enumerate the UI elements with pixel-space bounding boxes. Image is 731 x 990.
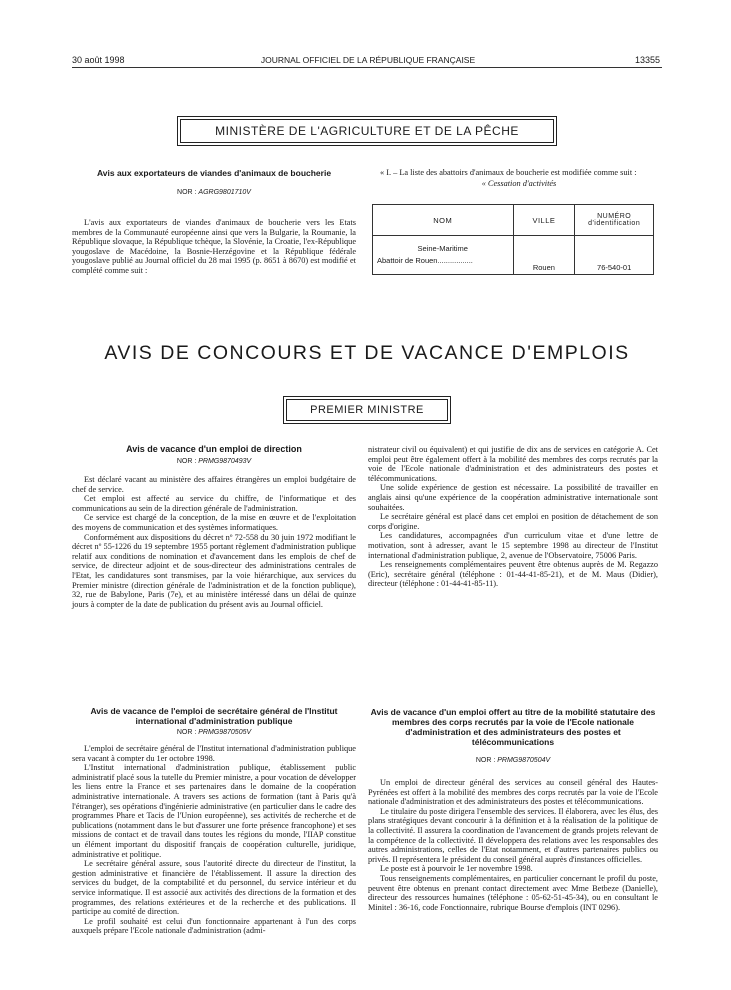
header-rule: [72, 67, 662, 68]
avis-ena: [368, 707, 658, 912]
avis-iiap-continuation: [368, 445, 658, 589]
paragraph: Les candidatures, accompagnées d'un curriculum vitae et d'une lettre de motivation, sont à adresser, avant le 15 septembre 1998 au directeur de l'Institut international d'administration publique, 2, avenue de l'Observatoire, 75006 Paris.: [368, 531, 658, 560]
paragraph: Conformément aux dispositions du décret nº 72-558 du 30 juin 1972 modifiant le décret nº 55-1226 du 19 septembre 1955 portant règlement d'administration publique relatif aux conditions de nomination et d'avancement dans les emplois de chef de service, de directeur adjoint et de sous-directeur des administrations centrales de l'Etat, les candidatures sont transmises, par la voie hiérarchique, aux services du Premier ministre (direction générale de l'administration et de la fonction publique), 32, rue de Babylone, Paris (7e), et au ministère intéressé dans un délai de quinze jours à compter de la date de publication du présent avis au Journal officiel.: [72, 532, 356, 609]
avis-direction-nor: [72, 458, 356, 465]
avis-exportateurs-title: Avis aux exportateurs de viandes d'animaux de boucherie: [96, 168, 332, 178]
nor-prefix: NOR :: [176, 458, 197, 465]
paragraph: Une solide expérience de gestion est nécessaire. La possibilité de travailler en anglais ainsi qu'une expérience de la coopération administrative internationale sont souhaitées.: [368, 483, 658, 512]
nor-code: PRMG9870504V: [497, 757, 551, 764]
cell-numero: 76-540-01: [575, 236, 654, 275]
paragraph: Tous renseignements complémentaires, en particulier concernant le profil du poste, peuvent être obtenus en prenant contact directement avec Mme Betbeze (Danielle), directeur des ressources humaines (téléphone : 05-62-51-45-34), ou en consultant le Minitel : 36-16, code Fonctionnaire, rubrique Bourse d'emplois (INT 0296).: [368, 873, 658, 912]
avis-exportateurs-intro: « I. – La liste des abattoirs d'animaux de boucherie est modifiée comme suit :: [380, 168, 637, 177]
avis-exportateurs-left: [72, 168, 356, 276]
avis-exportateurs-nor: [72, 189, 356, 196]
nor-prefix: NOR :: [475, 757, 496, 764]
paragraph: Le titulaire du poste dirigera l'ensemble des services. Il élaborera, avec les élus, des plans stratégiques devant concourir à la définition et à la réalisation de la politique de la collectivité. Il assurera la coordination de l'avancement de grands projets relevant de la compétence de la collectivité. Il développera des relations avec les responsables des autres administrations, celles de l'Etat notamment, et d'autres partenaires publics ou privés. Il représentera le président du conseil général auprès d'instances officielles.: [368, 806, 658, 864]
avis-iiap: [72, 706, 356, 936]
header-date: 30 août 1998: [72, 55, 125, 65]
nor-code: AGRG9801710V: [198, 189, 251, 196]
avis-ena-title: Avis de vacance d'un emploi offert au titre de la mobilité statutaire des membres des corps recrutés par la voie de l'Ecole nationale d'administration et des administrateurs des postes et télécommunications: [370, 707, 656, 747]
premier-ministre-box: [283, 396, 451, 424]
col-header-ville: VILLE: [513, 205, 575, 236]
paragraph: Le secrétaire général assure, sous l'autorité directe du directeur de l'institut, la gestion administrative et financière de l'établissement. Il assure la direction des services du budget, de la comptabilité et du personnel, du service intérieur et du service informatique. Il est associé aux activités des directions de la formation et des programmes, des relations extérieures et de la recherche et des publications. Il participe au comité de direction.: [72, 859, 356, 917]
nor-code: PRMG9870505V: [198, 729, 252, 736]
premier-ministre-title: PREMIER MINISTRE: [286, 399, 448, 421]
table-row: [373, 236, 654, 275]
cell-nom: Abattoir de Rouen.................: [377, 256, 473, 266]
region-label: Seine-Maritime: [417, 244, 468, 254]
paragraph: L'Institut international d'administration publique, établissement public administratif placé sous la tutelle du Premier ministre, a pour vocation de développer les liens entre la France et ses partenaires dans le domaine de la coopération administrative internationale. A travers ses actions de formation (tant à Paris qu'à l'étranger), ses opérations d'ingénierie administrative (en particulier dans le cadre des programmes Phare et Tacis de l'Union européenne), ses activités de recherche et de publications (notamment dans le but d'assurer une forte présence francophone) et ses missions de contact et de travail dans toutes les régions du monde, l'IIAP constitue un élément important du dispositif français de coopération culturelle, juridique, administrative et politique.: [72, 763, 356, 859]
paragraph: Les renseignements complémentaires peuvent être obtenus auprès de M. Regazzo (Eric), secrétaire général (téléphone : 01-44-41-85-21), et de M. Maus (Didier), directeur (téléphone : 01-44-41-85-11).: [368, 560, 658, 589]
col-header-numero: NUMÉRO d'identification: [575, 205, 654, 236]
paragraph: Le secrétaire général est placé dans cet emploi en position de détachement de son corps d'origine.: [368, 512, 658, 531]
header-page-number: 13355: [634, 55, 660, 65]
abattoir-table: [372, 204, 654, 275]
avis-exportateurs-subheading: « Cessation d'activités: [481, 178, 557, 188]
avis-exportateurs-right: [368, 168, 658, 275]
col-header-nom: NOM: [373, 205, 514, 236]
avis-direction-title: Avis de vacance d'un emploi de direction: [126, 444, 302, 454]
paragraph: Le poste est à pourvoir le 1er novembre 1998.: [380, 864, 533, 874]
paragraph: Un emploi de directeur général des services au conseil général des Hautes-Pyrénées est offert à la mobilité des membres des corps recrutés par la voie de l'Ecole nationale d'administration et des administrateurs des postes et télécommunications.: [368, 778, 658, 807]
avis-iiap-nor: [72, 729, 356, 736]
nor-code: PRMG9870493V: [198, 458, 252, 465]
section-big-title: AVIS DE CONCOURS ET DE VACANCE D'EMPLOIS: [104, 342, 630, 364]
avis-iiap-title: Avis de vacance de l'emploi de secrétaire général de l'Institut international d'administration publique: [90, 706, 338, 726]
cell-ville: Rouen: [513, 236, 575, 275]
ministry-box: [177, 116, 557, 146]
nor-prefix: NOR :: [176, 729, 197, 736]
paragraph: Est déclaré vacant au ministère des affaires étrangères un emploi budgétaire de chef de service.: [72, 475, 356, 494]
paragraph: Cet emploi est affecté au service du chiffre, de l'informatique et des communications au sein de la direction générale de l'administration.: [72, 494, 356, 513]
paragraph: Ce service est chargé de la conception, de la mise en œuvre et de l'exploitation des moyens de communication et des systèmes informatiques.: [72, 513, 356, 532]
paragraph: nistrateur civil ou équivalent) et qui justifie de dix ans de services en catégorie A. Cet emploi peut être également offert à la mobilité des membres des corps recrutés par la voie de l'Ecole nationale d'administration et des administrateurs des postes et télécommunications.: [368, 445, 658, 483]
avis-direction: [72, 444, 356, 609]
avis-exportateurs-text: L'avis aux exportateurs de viandes d'animaux de boucherie vers les Etats membres de la Communauté européenne ainsi que vers la Bulgarie, la Roumanie, la République slovaque, la République tchèque, la Slovénie, la Croatie, l'ex-République yougoslave de Macédoine, la Bosnie-Herzégovine et la République fédérale yougoslave publié au Journal officiel du 28 mai 1995 (p. 8651 à 8670) est modifié et complété comme suit :: [72, 218, 356, 275]
ministry-title: MINISTÈRE DE L'AGRICULTURE ET DE LA PÊCHE: [180, 119, 554, 143]
avis-ena-nor: [368, 757, 658, 764]
nor-prefix: NOR :: [177, 189, 197, 196]
header-journal-title: JOURNAL OFFICIEL DE LA RÉPUBLIQUE FRANÇAISE: [260, 55, 476, 65]
paragraph: L'emploi de secrétaire général de l'Institut international d'administration publique sera vacant à compter du 1er octobre 1998.: [72, 744, 356, 763]
paragraph: Le profil souhaité est celui d'un fonctionnaire appartenant à l'un des corps auxquels prépare l'Ecole nationale d'administration (admi-: [72, 916, 356, 936]
